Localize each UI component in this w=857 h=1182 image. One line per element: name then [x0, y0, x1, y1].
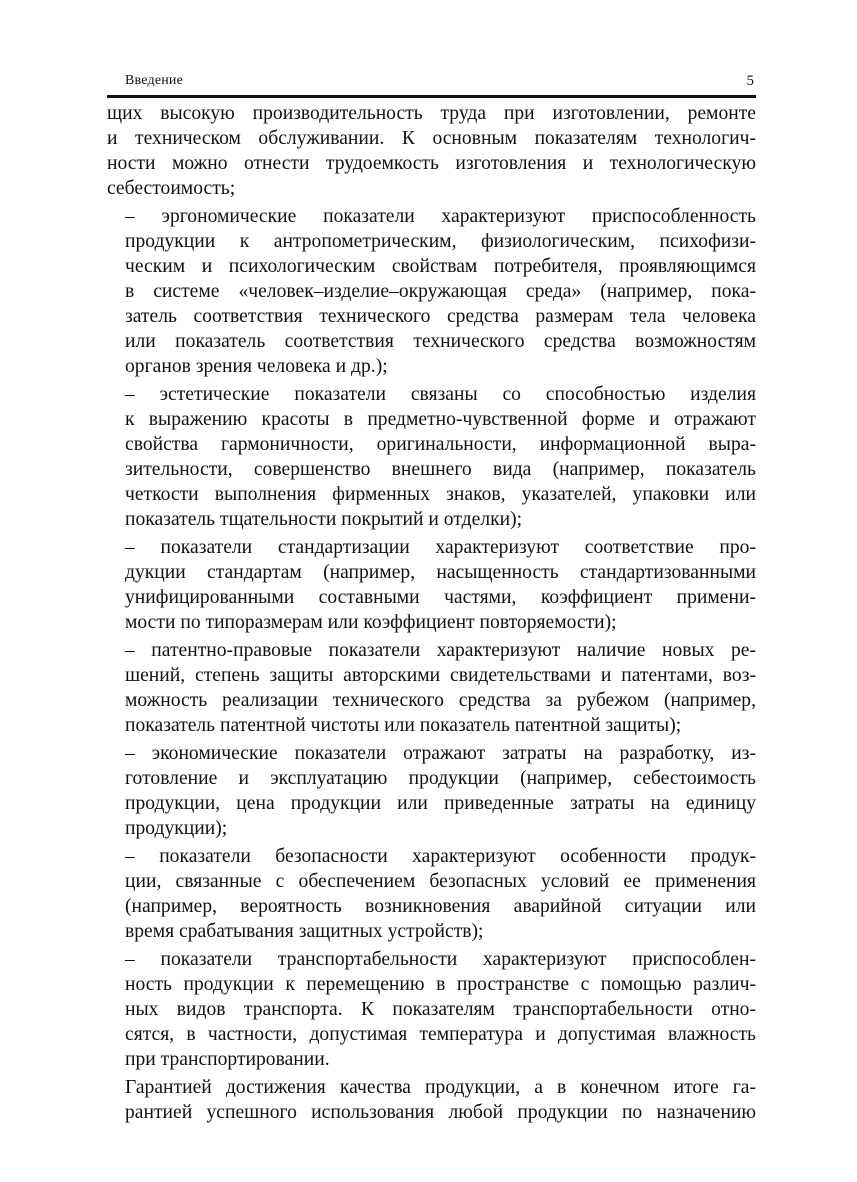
text-line: в системе «человек–изделие–окружающая среда» (например, пока- — [125, 281, 756, 302]
text-line: затель соответствия технического средства размерам тела человека — [125, 306, 756, 327]
paragraph — [107, 535, 756, 635]
paragraph — [107, 741, 756, 841]
header-rule — [107, 95, 756, 98]
paragraph — [107, 382, 756, 532]
running-head — [107, 73, 756, 95]
text-line: ческим и психологическим свойствам потребителя, проявляющимся — [125, 256, 756, 277]
text-line: щих высокую производительность труда при изготовлении, ремонте — [107, 103, 756, 124]
paragraph — [107, 101, 756, 201]
text-line: ность продукции к перемещению в пространстве с помощью различ- — [125, 974, 756, 995]
paragraph — [107, 947, 756, 1072]
text-line: сятся, в частности, допустимая температура и допустимая влажность — [125, 1024, 756, 1045]
text-line: Гарантией достижения качества продукции, а в конечном итоге га- — [125, 1077, 756, 1098]
text-line: продукции к антропометрическим, физиологическим, психофизи- — [125, 231, 756, 252]
text-line: можность реализации технического средства за рубежом (например, — [125, 690, 756, 711]
text-line: продукции); — [125, 818, 228, 839]
text-line: – эстетические показатели связаны со способностью изделия — [125, 384, 756, 405]
text-line: готовление и эксплуатацию продукции (например, себестоимость — [125, 768, 756, 789]
text-line: – показатели безопасности характеризуют особенности продук- — [125, 846, 756, 867]
text-line: при транспортировании. — [125, 1049, 330, 1070]
text-line: ции, связанные с обеспечением безопасных условий ее применения — [125, 871, 756, 892]
text-line: рантией успешного использования любой продукции по назначению — [125, 1102, 756, 1123]
page-number: 5 — [746, 73, 754, 89]
text-line: ности можно отнести трудоемкость изготовления и технологическую — [107, 153, 756, 174]
text-line: – эргономические показатели характеризуют приспособленность — [125, 206, 756, 227]
text-line: показатель тщательности покрытий и отделки); — [125, 509, 523, 530]
text-line: органов зрения человека и др.); — [125, 356, 388, 377]
text-line: мости по типоразмерам или коэффициент повторяемости); — [125, 612, 617, 633]
text-line: время срабатывания защитных устройств); — [125, 921, 484, 942]
paragraph — [107, 844, 756, 944]
text-line: – показатели стандартизации характеризуют соответствие про- — [125, 537, 756, 558]
text-line: продукции, цена продукции или приведенные затраты на единицу — [125, 793, 756, 814]
text-line: четкости выполнения фирменных знаков, указателей, упаковки или — [125, 484, 756, 505]
text-line: – экономические показатели отражают затраты на разработку, из- — [125, 743, 756, 764]
paragraph — [107, 638, 756, 738]
text-line: свойства гармоничности, оригинальности, информационной выра- — [125, 434, 756, 455]
text-line: шений, степень защиты авторскими свидетельствами и патентами, воз- — [125, 665, 756, 686]
chapter-title: Введение — [125, 73, 184, 88]
text-line: себестоимость; — [107, 178, 236, 199]
text-line: (например, вероятность возникновения аварийной ситуации или — [125, 896, 756, 917]
paragraph — [107, 1075, 756, 1125]
text-line: – показатели транспортабельности характеризуют приспособлен- — [125, 949, 756, 970]
text-line: унифицированными составными частями, коэффициент примени- — [125, 587, 756, 608]
text-line: ных видов транспорта. К показателям транспортабельности отно- — [125, 999, 756, 1020]
text-line: и техническом обслуживании. К основным показателям технологич- — [107, 128, 756, 149]
text-line: к выражению красоты в предметно-чувственной форме и отражают — [125, 409, 756, 430]
text-line: – патентно-правовые показатели характеризуют наличие новых ре- — [125, 640, 756, 661]
text-line: показатель патентной чистоты или показатель патентной защиты); — [125, 715, 682, 736]
text-line: дукции стандартам (например, насыщенность стандартизованными — [125, 562, 756, 583]
paragraph — [107, 204, 756, 379]
text-line: или показатель соответствия технического средства возможностям — [125, 331, 756, 352]
body-text — [107, 101, 756, 1128]
text-line: зительности, совершенство внешнего вида (например, показатель — [125, 459, 756, 480]
